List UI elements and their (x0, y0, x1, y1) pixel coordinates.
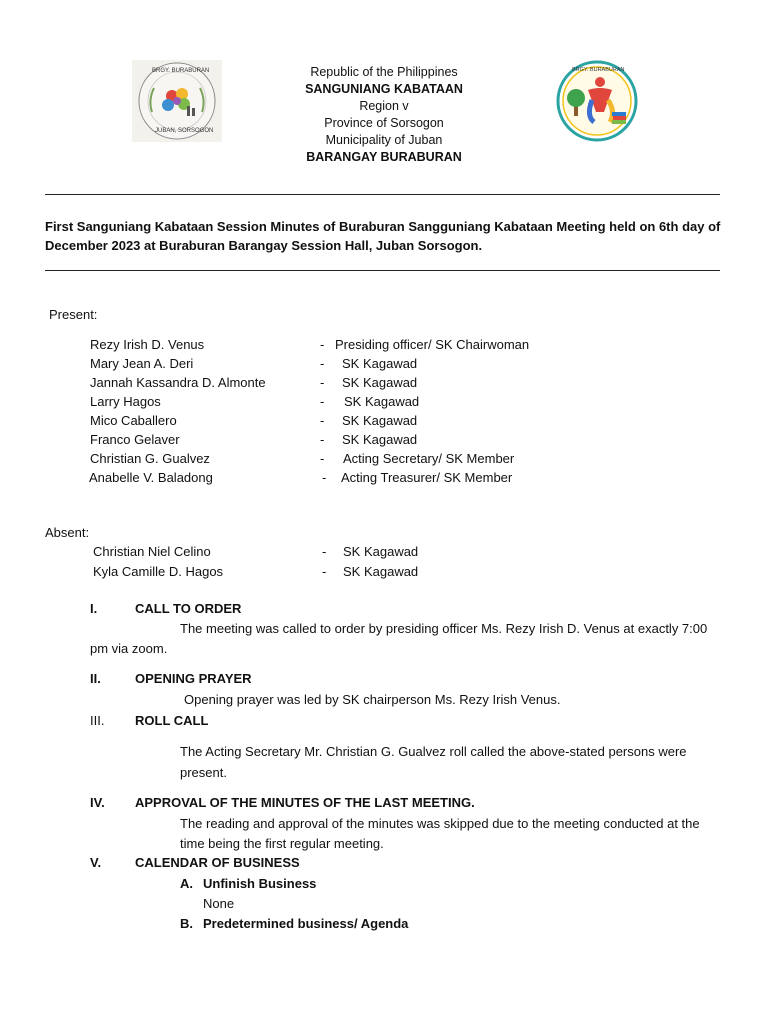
present-member-role: SK Kagawad (342, 356, 418, 371)
business-letter: B. (180, 916, 193, 931)
separator-dash: - (322, 544, 327, 559)
separator-dash: - (320, 356, 325, 371)
document-title: First Sanguniang Kabataan Session Minutes of Buraburan Sangguniang Kabataan Meeting held on 6th day of December 2023 at Buraburan Barangay Session Hall, Juban Sorsogon. (45, 219, 721, 253)
present-member-role: Acting Treasurer/ SK Member (341, 470, 513, 485)
section-heading: ROLL CALL (135, 713, 209, 728)
right-logo-text: BRGY. BURABURAN (572, 67, 625, 73)
header-line-municipality: Municipality of Juban (325, 133, 443, 147)
present-member-name: Jannah Kassandra D. Almonte (90, 375, 266, 390)
separator-dash: - (320, 451, 325, 466)
separator-dash: - (320, 413, 325, 428)
section-heading: OPENING PRAYER (135, 671, 252, 686)
section-text: The Acting Secretary Mr. Christian G. Gualvez roll called the above-stated persons were present. (180, 744, 687, 780)
left-logo-text-top: BRGY. BURABURAN (152, 68, 210, 74)
section-number: II. (90, 671, 101, 686)
present-member-name: Christian G. Gualvez (90, 451, 210, 466)
section-heading: CALENDAR OF BUSINESS (135, 855, 300, 870)
present-member-name: Anabelle V. Baladong (89, 470, 213, 485)
absent-member-role: SK Kagawad (343, 564, 419, 579)
left-logo-text-bottom: JUBAN, SORSOGON (155, 128, 214, 134)
business-text: None (203, 896, 235, 911)
separator-dash: - (320, 432, 325, 447)
right-logo (552, 60, 642, 142)
present-member-role: SK Kagawad (342, 413, 418, 428)
section-number: I. (90, 601, 98, 616)
section-text: Opening prayer was led by SK chairperson Ms. Rezy Irish Venus. (184, 692, 561, 707)
header-line-country: Republic of the Philippines (310, 65, 458, 79)
header-line-barangay: BARANGAY BURABURAN (306, 150, 462, 164)
left-logo (132, 60, 222, 142)
absent-member-name: Christian Niel Celino (93, 544, 211, 559)
separator-dash: - (320, 375, 325, 390)
section-heading: APPROVAL OF THE MINUTES OF THE LAST MEETING. (135, 795, 475, 810)
letterhead (260, 64, 508, 166)
business-heading: Unfinish Business (203, 876, 317, 891)
header-line-org: SANGUNIANG KABATAAN (305, 82, 463, 96)
separator-dash: - (322, 470, 327, 485)
present-member-role: SK Kagawad (344, 394, 420, 409)
present-member-name: Larry Hagos (90, 394, 161, 409)
present-member-role: Acting Secretary/ SK Member (343, 451, 515, 466)
business-letter: A. (180, 876, 193, 891)
present-label: Present: (49, 307, 98, 322)
absent-member-role: SK Kagawad (343, 544, 419, 559)
section-number: IV. (90, 795, 105, 810)
separator-dash: - (322, 564, 327, 579)
present-member-role: Presiding officer/ SK Chairwoman (335, 337, 530, 352)
header-line-region: Region v (359, 99, 409, 113)
present-member-name: Franco Gelaver (90, 432, 180, 447)
section-number: III. (90, 713, 105, 728)
present-member-name: Mary Jean A. Deri (90, 356, 194, 371)
section-text: The reading and approval of the minutes was skipped due to the meeting conducted at the time being the first regular meeting. (180, 816, 700, 851)
separator-dash: - (320, 337, 325, 352)
section-text: The meeting was called to order by presiding officer Ms. Rezy Irish D. Venus at exactly 7:00 pm via zoom. (90, 621, 708, 656)
present-member-role: SK Kagawad (342, 375, 418, 390)
header-line-province: Province of Sorsogon (324, 116, 444, 130)
absent-member-name: Kyla Camille D. Hagos (93, 564, 224, 579)
top-divider (45, 194, 720, 195)
title-divider (45, 270, 720, 271)
business-heading: Predetermined business/ Agenda (203, 916, 409, 931)
present-member-name: Rezy Irish D. Venus (90, 337, 205, 352)
present-member-name: Mico Caballero (90, 413, 177, 428)
separator-dash: - (320, 394, 325, 409)
section-number: V. (90, 855, 102, 870)
present-member-role: SK Kagawad (342, 432, 418, 447)
absent-label: Absent: (45, 525, 90, 540)
section-heading: CALL TO ORDER (135, 601, 242, 616)
